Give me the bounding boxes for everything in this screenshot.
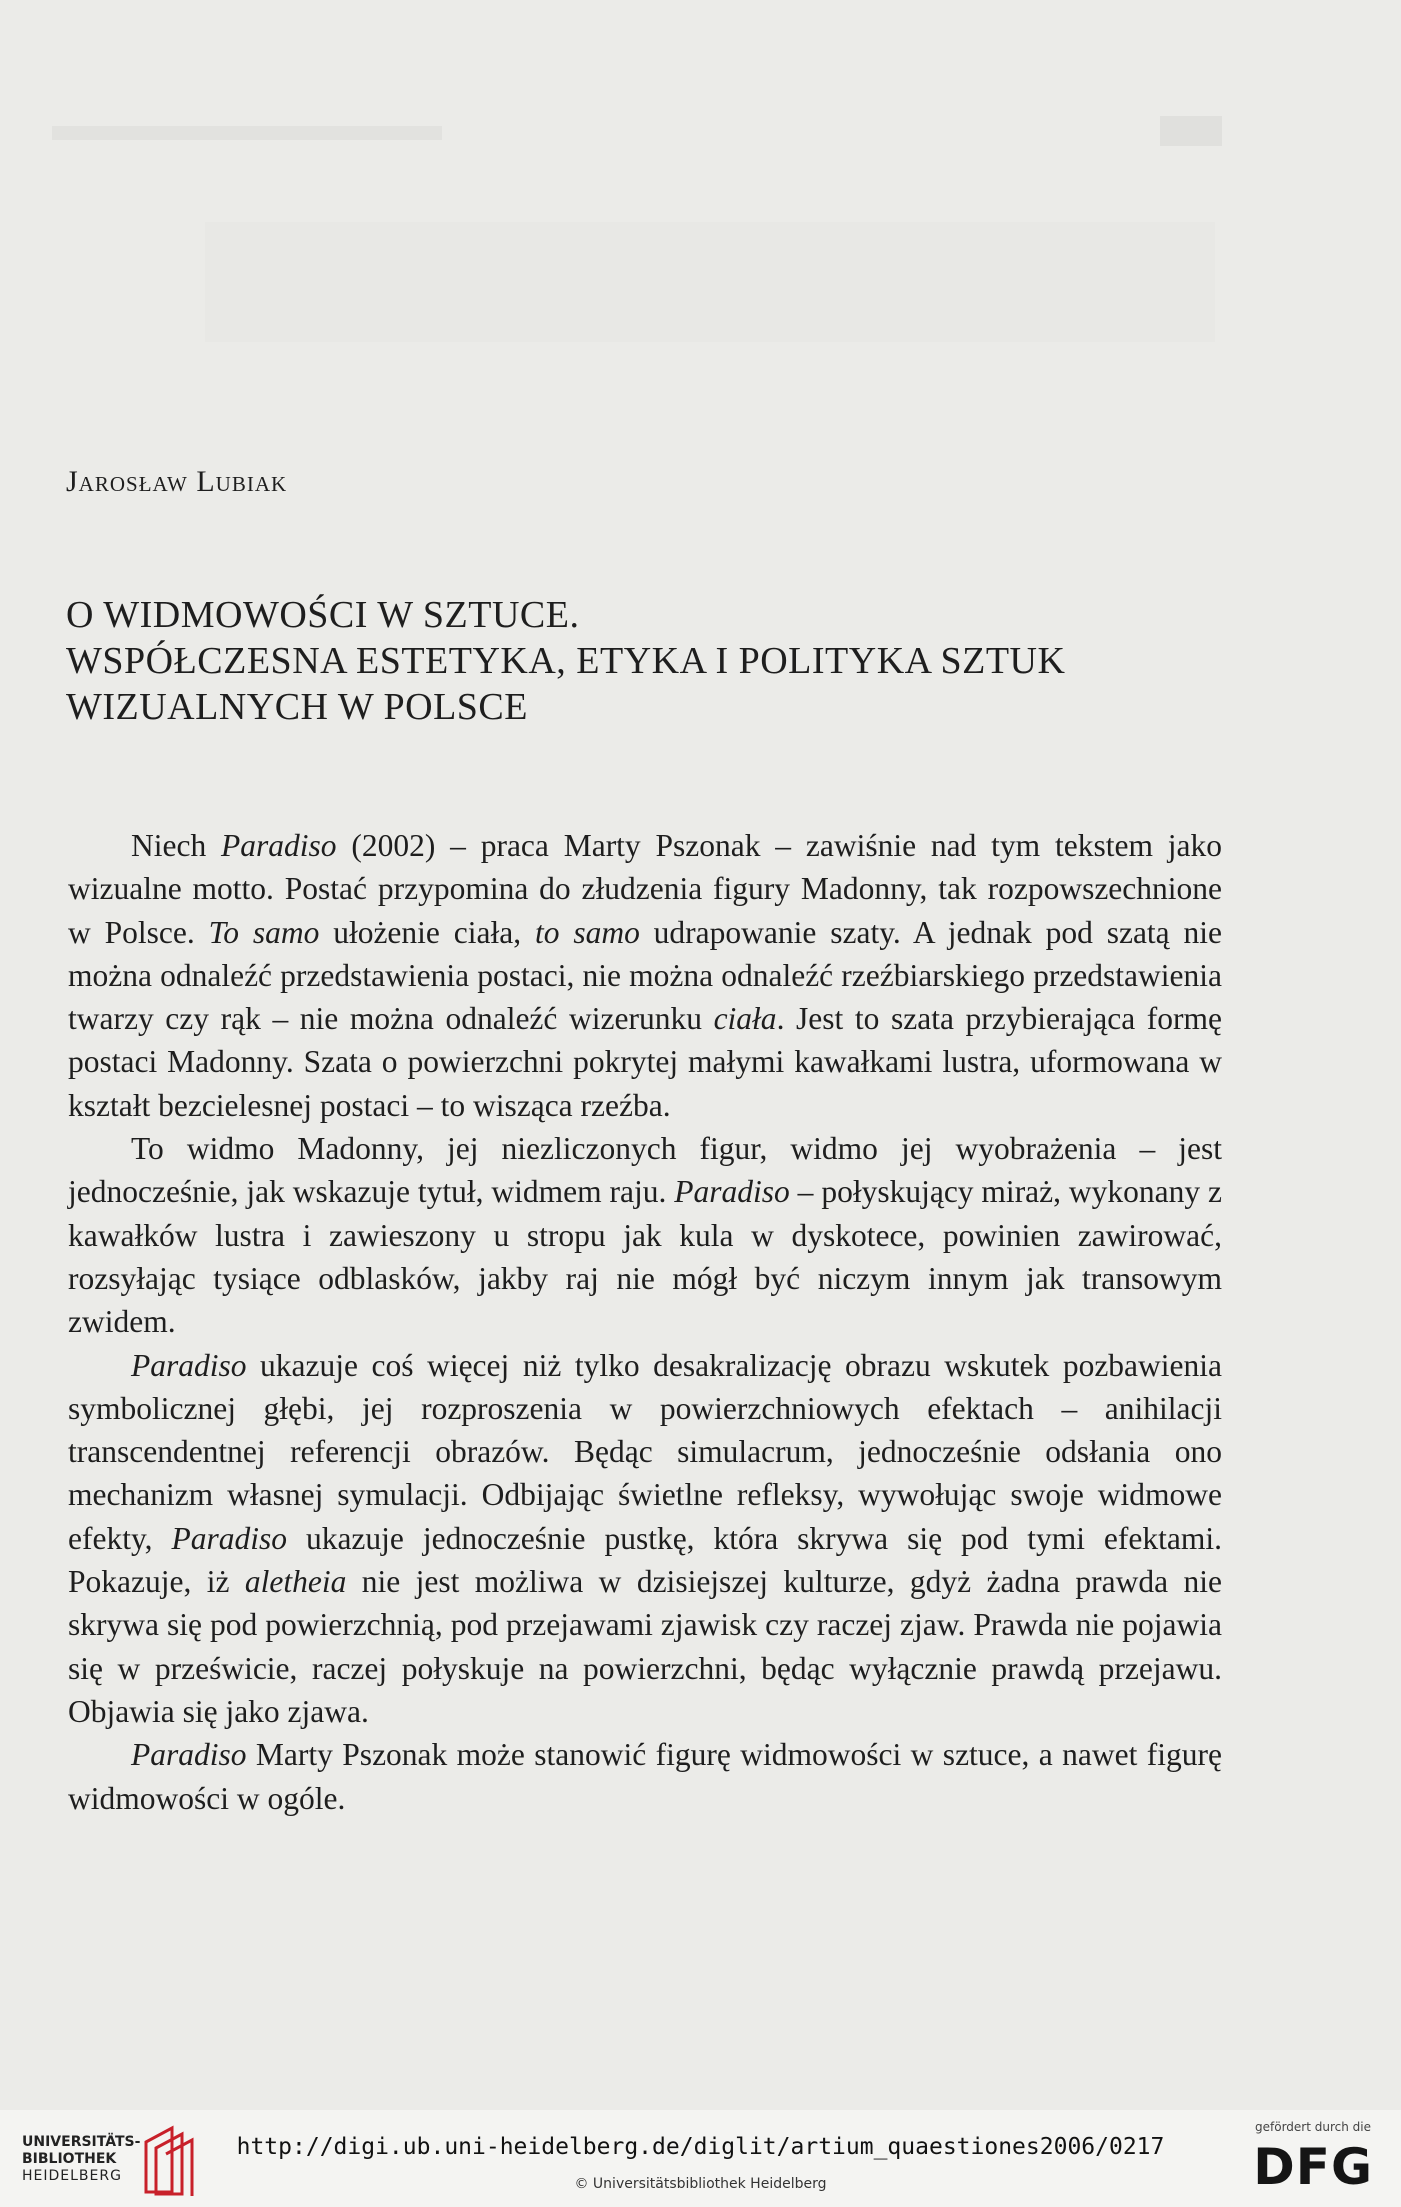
paragraph-3 (68, 1344, 1222, 1734)
text-run: ukazuje jednocześnie pustkę, która skrywa się pod tymi efektami. Pokazuje, iż (68, 1520, 1222, 1600)
paragraph-1 (68, 824, 1222, 1127)
text-run: ukazuje coś więcej niż tylko desakralizację obrazu wskutek pozbawienia symbolicznej głębi, jej rozproszenia w powierzchniowych efektach – anihilacji transcendentnej referencji obrazów. Będąc simulacrum, jednocześnie odsłania ono mechanizm własnej symulacji. Odbijając świetlne refleksy, wywołując swoje widmowe efekty, (68, 1347, 1222, 1556)
italic-run: To samo (208, 914, 320, 950)
bleed-through-header (52, 112, 1222, 150)
article-body (68, 824, 1222, 1820)
italic-run: aletheia (244, 1564, 347, 1600)
italic-run: Paradiso (131, 1737, 247, 1773)
text-run: nie jest możliwa w dzisiejszej kulturze, gdyż żadna prawda nie skrywa się pod powierzchnią, pod przejawami zjawisk czy raczej zjaw. Prawda nie pojawia się w prześwicie, raczej połyskuje na powierzchni, będąc wyłącznie prawdą przejawu. Objawia się jako zjawa. (68, 1564, 1222, 1729)
text-run: To widmo Madonny, jej niezliczonych figur, widmo jej wyobrażenia – jest jednocześnie, jak wskazuje tytuł, widmem raju. (68, 1131, 1222, 1210)
copyright-notice: © Universitätsbibliothek Heidelberg (574, 2176, 827, 2192)
digitization-footer (0, 2110, 1401, 2207)
italic-run: Paradiso (171, 1520, 287, 1556)
italic-run: ciała (713, 1001, 777, 1037)
paragraph-2 (68, 1127, 1222, 1343)
italic-run: Paradiso (131, 1347, 247, 1383)
text-run: udrapowanie szaty. A jednak pod szatą nie można odnaleźć przedstawienia postaci, nie można odnaleźć rzeźbiarskiego przedstawienia twarzy czy rąk – nie można odnaleźć wizerunku (68, 914, 1222, 1037)
author-name: Jarosław Lubiak (66, 465, 288, 498)
permalink-url[interactable]: http://digi.ub.uni-heidelberg.de/diglit/artium_quaestiones2006/0217 (236, 2134, 1165, 2160)
title-line-1: O WIDMOWOŚCI W SZTUCE. (66, 594, 580, 636)
text-run: Marty Pszonak może stanowić figurę widmowości w sztuce, a nawet figurę widmowości w ogóle. (68, 1737, 1222, 1816)
italic-run: to samo (534, 914, 640, 950)
library-line-3: HEIDELBERG (22, 2168, 122, 2184)
italic-run: Paradiso (674, 1174, 790, 1210)
text-run: ułożenie ciała, (319, 914, 535, 950)
text-run: . Jest to szata przybierająca formę postaci Madonny. Szata o powierzchni pokrytej małymi kawałkami lustra, uformowana w kształt bezcielesnej postaci – to wisząca rzeźba. (68, 1001, 1222, 1123)
dfg-logo: DFG (1253, 2138, 1373, 2196)
text-run: (2002) – praca Marty Pszonak – zawiśnie nad tym tekstem jako wizualne motto. Postać przypomina do złudzenia figury Madonny, tak rozpowszechnione w Polsce. (68, 828, 1223, 950)
paragraph-4 (68, 1733, 1222, 1820)
library-line-2: BIBLIOTHEK (22, 2151, 117, 2167)
bleed-through-block (205, 222, 1215, 342)
title-line-2: WSPÓŁCZESNA ESTETYKA, ETYKA I POLITYKA SZTUK (66, 640, 1066, 682)
title-line-3: WIZUALNYCH W POLSCE (66, 686, 528, 728)
text-run: – połyskujący miraż, wykonany z kawałków lustra i zawieszony u stropu jak kula w dyskotece, powinien zawirować, rozsyłając tysiące odblasków, jakby raj nie mógł być niczym innym jak transowym zwidem. (68, 1174, 1223, 1340)
funding-note: gefördert durch die (1255, 2120, 1371, 2134)
article-title (66, 592, 1326, 730)
italic-run: Paradiso (221, 828, 337, 863)
text-run: Niech (131, 828, 222, 863)
library-line-1: UNIVERSITÄTS- (22, 2134, 141, 2150)
